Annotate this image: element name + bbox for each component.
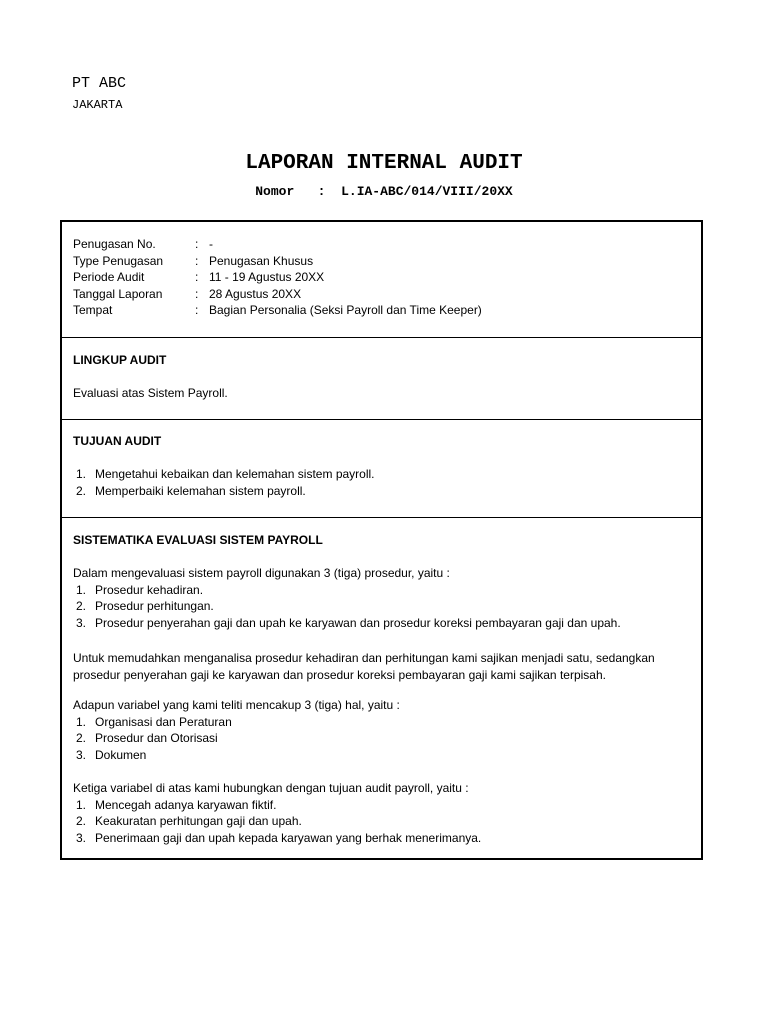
- info-separator: :: [195, 270, 199, 284]
- report-number-separator: :: [317, 184, 326, 199]
- company-name: PT ABC: [72, 75, 127, 92]
- objective-list-wrap: [73, 466, 690, 499]
- list-item: [73, 615, 690, 632]
- info-label: Type Penugasan: [73, 253, 164, 268]
- objective-list: [73, 466, 690, 499]
- scope-section: [62, 337, 701, 420]
- report-number: [0, 184, 768, 200]
- list-item-text: Prosedur kehadiran.: [95, 582, 204, 597]
- list-item-number: 2.: [76, 731, 87, 745]
- info-separator: :: [195, 286, 199, 301]
- info-label: Periode Audit: [73, 270, 145, 284]
- variable-list: [73, 714, 690, 764]
- info-value: 11 - 19 Agustus 20XX: [209, 270, 325, 284]
- list-item-text: Prosedur penyerahan gaji dan upah ke karyawan dan prosedur koreksi pembayaran gaji dan upah.: [95, 615, 621, 630]
- variable-block: [73, 697, 690, 763]
- list-item-text: Penerimaan gaji dan upah kepada karyawan yang berhak menerimanya.: [95, 830, 482, 845]
- info-row: [73, 236, 482, 253]
- list-item: [73, 797, 690, 814]
- audit-goal-list: [73, 797, 690, 847]
- list-item: [73, 747, 690, 764]
- list-item-text: Prosedur perhitungan.: [95, 599, 214, 613]
- list-item: [73, 582, 690, 599]
- info-row: [73, 269, 482, 286]
- list-item: [73, 830, 690, 847]
- variable-intro: Adapun variabel yang kami teliti mencakup 3 (tiga) hal, yaitu :: [73, 698, 400, 712]
- report-body-box: [60, 220, 703, 860]
- list-item-number: 1.: [76, 582, 87, 597]
- scope-heading: LINGKUP AUDIT: [73, 353, 167, 367]
- procedure-intro: Dalam mengevaluasi sistem payroll digunakan 3 (tiga) prosedur, yaitu :: [73, 566, 450, 580]
- info-separator: :: [195, 303, 199, 317]
- list-item-number: 3.: [76, 747, 87, 762]
- info-label: Penugasan No.: [73, 237, 156, 251]
- info-value: Penugasan Khusus: [209, 253, 314, 268]
- list-item-number: 1.: [76, 467, 87, 481]
- list-item-text: Mengetahui kebaikan dan kelemahan sistem payroll.: [95, 467, 375, 481]
- info-separator: :: [195, 237, 199, 251]
- list-item-text: Prosedur dan Otorisasi: [95, 731, 218, 745]
- list-item-number: 3.: [76, 615, 87, 630]
- info-row: [73, 253, 482, 270]
- report-title: LAPORAN INTERNAL AUDIT: [245, 152, 523, 175]
- audit-goal-intro: Ketiga variabel di atas kami hubungkan dengan tujuan audit payroll, yaitu :: [73, 781, 469, 795]
- info-row: [73, 286, 482, 303]
- report-number-value: L.IA-ABC/014/VIII/20XX: [341, 184, 513, 199]
- objective-section: [62, 419, 701, 518]
- methodology-heading: SISTEMATIKA EVALUASI SISTEM PAYROLL: [73, 533, 323, 547]
- assignment-info-table: [73, 236, 482, 319]
- procedure-list: [73, 582, 690, 632]
- list-item-number: 2.: [76, 483, 87, 498]
- list-item: [73, 598, 690, 615]
- list-item-number: 1.: [76, 714, 87, 729]
- report-number-label: Nomor: [255, 184, 295, 199]
- methodology-section: [62, 517, 701, 858]
- list-item-number: 2.: [76, 814, 87, 828]
- list-item-text: Mencegah adanya karyawan fiktif.: [95, 797, 277, 812]
- list-item-number: 2.: [76, 599, 87, 613]
- company-city: JAKARTA: [72, 98, 123, 112]
- list-item-text: Dokumen: [95, 747, 147, 762]
- list-item: [73, 714, 690, 731]
- objective-heading: TUJUAN AUDIT: [73, 434, 162, 448]
- audit-goal-block: [73, 780, 690, 846]
- list-item-text: Memperbaiki kelemahan sistem payroll.: [95, 483, 306, 498]
- info-value: 28 Agustus 20XX: [209, 286, 302, 301]
- list-item-text: Organisasi dan Peraturan: [95, 714, 232, 729]
- info-separator: :: [195, 253, 199, 268]
- list-item-number: 3.: [76, 830, 87, 845]
- list-item: [73, 813, 690, 830]
- list-item: [73, 483, 690, 500]
- list-item-text: Keakuratan perhitungan gaji dan upah.: [95, 814, 302, 828]
- info-row: [73, 302, 482, 319]
- list-item: [73, 466, 690, 483]
- info-label: Tanggal Laporan: [73, 286, 163, 301]
- info-value: Bagian Personalia (Seksi Payroll dan Time Keeper): [209, 303, 482, 317]
- procedure-block: [73, 565, 690, 631]
- list-item: [73, 730, 690, 747]
- list-item-number: 1.: [76, 797, 87, 812]
- info-label: Tempat: [73, 303, 113, 317]
- assignment-info-section: [62, 222, 701, 337]
- info-value: -: [209, 237, 213, 251]
- scope-text: Evaluasi atas Sistem Payroll.: [73, 386, 228, 400]
- analysis-paragraph: Untuk memudahkan menganalisa prosedur kehadiran dan perhitungan kami sajikan menjadi satu, sedangkan prosedur penyerahan gaji ke karyawan dan prosedur koreksi pembayaran gaji kami sajikan terpisah.: [73, 651, 655, 682]
